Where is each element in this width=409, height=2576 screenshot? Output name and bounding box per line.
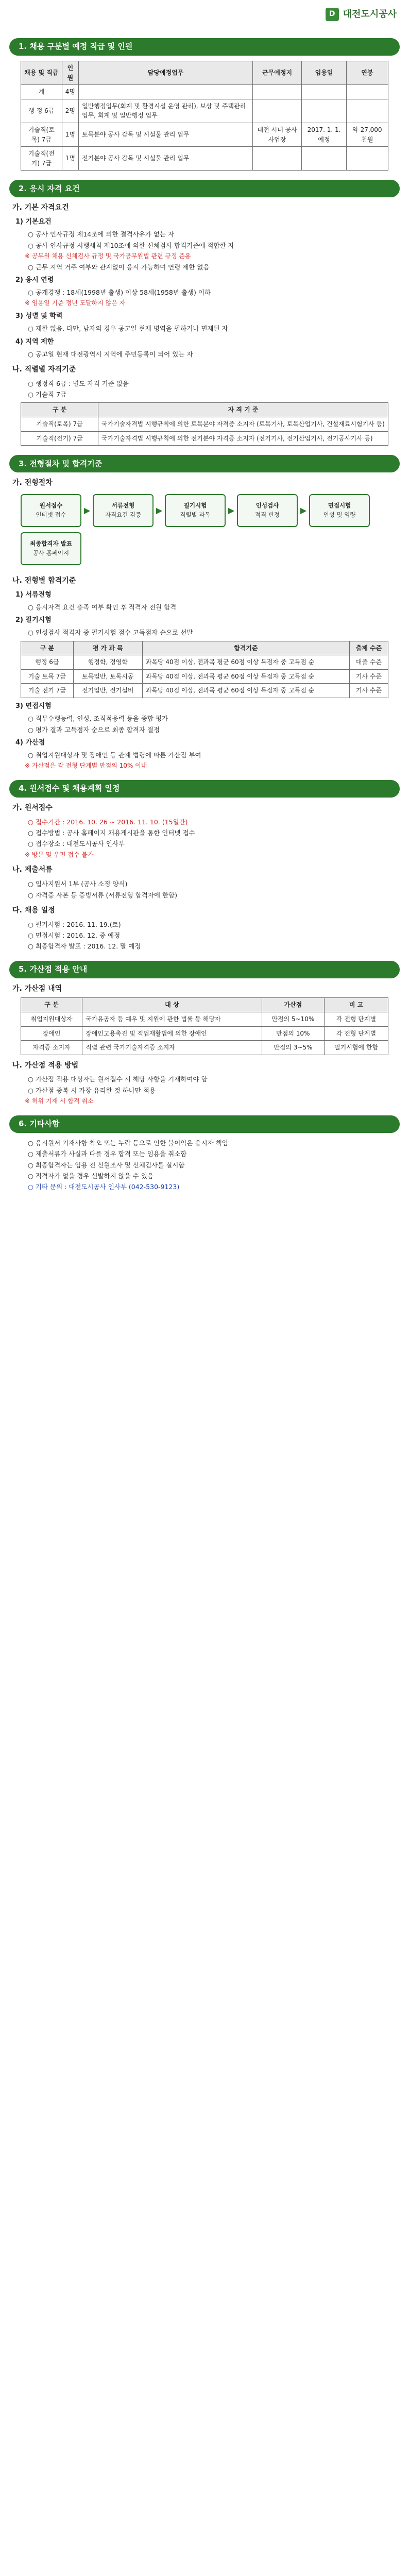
text-line: ○ 입사지원서 1부 (공사 소정 양식): [28, 880, 128, 888]
cell: 약 27,000천원: [346, 123, 388, 146]
table-row: [21, 1012, 388, 1026]
cell: 행 정 6급: [21, 99, 62, 123]
cell: 국가기술자격법 시행규칙에 의한 전기분야 자격증 소지자 (전기기사, 전기산업기사, 전기공사기사 등): [98, 431, 388, 446]
flow-step-sub: 인성 및 역량: [323, 511, 356, 518]
th: 근무예정지: [252, 61, 301, 85]
process-flow: [21, 494, 388, 570]
cell: 과목당 40점 이상, 전과목 평균 60점 이상 득점자 중 고득점 순: [142, 684, 349, 698]
arrow-right-icon: ▶: [228, 505, 235, 515]
text-line: ○ 제출서류가 사실과 다를 경우 합격 또는 임용을 취소함: [28, 1150, 187, 1158]
table-row: [21, 1026, 388, 1041]
th: 담당예정업무: [79, 61, 253, 85]
cell: 필기시험에 한함: [325, 1041, 388, 1055]
cell: [252, 85, 301, 99]
text-line: ○ 취업지원대상자 및 장애인 등 관계 법령에 따른 가산점 부여: [28, 751, 201, 759]
subheading: 2) 필기시험: [15, 616, 52, 624]
cell: 전기분야 공사 감독 및 시설물 관리 업무: [79, 147, 253, 171]
text-line: ○ 근무 지역 거주 여부와 관계없이 응시 가능하며 연령 제한 없음: [28, 263, 210, 271]
bonus-table: [21, 997, 388, 1055]
cell: 과목당 40점 이상, 전과목 평균 60점 이상 득점자 중 고득점 순: [142, 669, 349, 684]
cell: 1명: [62, 123, 78, 146]
cell: [346, 85, 388, 99]
cell: 1명: [62, 147, 78, 171]
table-row: [21, 147, 388, 171]
note-line: ※ 허위 기재 시 합격 취소: [25, 1097, 94, 1105]
subheading: 다. 채용 일정: [12, 906, 55, 914]
cell: 2명: [62, 99, 78, 123]
note-line: ※ 가산점은 각 전형 단계별 만점의 10% 이내: [25, 762, 147, 770]
cell: 각 전형 단계별: [325, 1026, 388, 1041]
table-row: [21, 684, 388, 698]
logo-bar: [0, 0, 409, 29]
text-line: ○ 최종합격자 발표 : 2016. 12. 말 예정: [28, 942, 141, 951]
cell: 만점의 5~10%: [262, 1012, 324, 1026]
th: 구 분: [21, 403, 98, 417]
th: 평 가 과 목: [73, 641, 142, 655]
text-line: ○ 응시자격 요건 충족 여부 확인 후 적격자 전원 합격: [28, 603, 177, 611]
cell: 기술 토목 7급: [21, 669, 74, 684]
th: 채용 및 직급: [21, 61, 62, 85]
cell: [346, 147, 388, 171]
logo-text: 대전도시공사: [343, 9, 397, 20]
cell: 기사 수준: [349, 669, 388, 684]
cell: 전기일반, 전기설비: [73, 684, 142, 698]
recruitment-notice: [0, 0, 409, 1214]
exam-table: [21, 641, 388, 698]
flow-step: [309, 494, 370, 527]
subheading: 나. 가산점 적용 방법: [12, 1061, 79, 1070]
text-line: ○ 자격증 사본 등 증빙서류 (서류전형 합격자에 한함): [28, 891, 177, 899]
flow-step-label: 인성검사: [255, 502, 279, 510]
text-line: ○ 접수기간 : 2016. 10. 26 ~ 2016. 11. 10. (15일간): [28, 818, 188, 826]
text-line: ○ 직무수행능력, 인성, 조직적응력 등을 종합 평가: [28, 715, 168, 723]
th: 구 분: [21, 641, 74, 655]
table-row: [21, 431, 388, 446]
cell: 기술 전기 7급: [21, 684, 74, 698]
positions-table: [21, 61, 388, 171]
text-line: ○ 공개경쟁 : 18세(1998년 출생) 이상 58세(1958년 출생) 이하: [28, 289, 211, 297]
section-5-title: 5. 가산점 적용 안내: [9, 961, 400, 978]
section-2-title: 2. 응시 자격 요건: [9, 180, 400, 197]
flow-step-sub: 자격요건 검증: [105, 511, 142, 518]
text-line: ○ 공사 인사규정 시행세칙 제10조에 의한 신체검사 합격기준에 적합한 자: [28, 241, 234, 249]
section-4-title: 4. 원서접수 및 채용계획 일정: [9, 780, 400, 798]
flow-row: [21, 532, 388, 565]
flow-step: [165, 494, 226, 527]
flow-step: [21, 494, 81, 527]
table-row: [21, 123, 388, 146]
section-6-title: 6. 기타사항: [9, 1115, 400, 1133]
subheading: 3) 면접시험: [15, 702, 52, 710]
cell: 계: [21, 85, 62, 99]
th: 인원: [62, 61, 78, 85]
cell: 각 전형 단계별: [325, 1012, 388, 1026]
text-line: ○ 필기시험 : 2016. 11. 19.(토): [28, 920, 121, 928]
flow-step: [93, 494, 154, 527]
note-line: ※ 임용일 기준 정년 도달하지 않은 자: [25, 299, 126, 307]
cell: [302, 99, 346, 123]
subheading: 나. 제출서류: [12, 866, 53, 874]
flow-row: [21, 494, 388, 527]
cell: 기사 수준: [349, 684, 388, 698]
subheading: 가. 원서접수: [12, 804, 53, 812]
table-row: [21, 1041, 388, 1055]
cell: 기술직(토목) 7급: [21, 417, 98, 432]
table-row: [21, 669, 388, 684]
text-line: ○ 가산점 적용 대상자는 원서접수 시 해당 사항을 기재하여야 함: [28, 1075, 208, 1083]
text-line: ○ 행정직 6급 : 별도 자격 기준 없음: [28, 379, 129, 387]
contact-line: ○ 기타 문의 : 대전도시공사 인사부 (042-530-9123): [28, 1183, 180, 1191]
cell: 기술직(토목) 7급: [21, 123, 62, 146]
th: 가산점: [262, 998, 324, 1012]
flow-step: [237, 494, 298, 527]
table-row: [21, 99, 388, 123]
th: 비 고: [325, 998, 388, 1012]
cell: 장애인: [21, 1026, 82, 1041]
text-line: ○ 응시원서 기재사항 착오 또는 누락 등으로 인한 불이익은 응시자 책임: [28, 1139, 228, 1147]
subheading: 2) 응시 연령: [15, 276, 54, 284]
cell: [302, 147, 346, 171]
flow-step-sub: 인터넷 접수: [36, 511, 66, 518]
text-line: ○ 공고일 현재 대전광역시 지역에 주민등록이 되어 있는 자: [28, 350, 193, 358]
th: 출제 수준: [349, 641, 388, 655]
flow-step-sub: 직렬별 과목: [180, 511, 211, 518]
cell: [252, 99, 301, 123]
subheading: 가. 기본 자격요건: [12, 204, 69, 212]
note-line: ※ 방문 및 우편 접수 불가: [25, 851, 94, 858]
subheading: 1) 서류전형: [15, 590, 52, 599]
th: 대 상: [82, 998, 262, 1012]
subheading: 4) 지역 제한: [15, 337, 54, 346]
text-line: ○ 평가 결과 고득점자 순으로 최종 합격자 결정: [28, 725, 160, 734]
cell: 국가유공자 등 예우 및 지원에 관한 법률 등 해당자: [82, 1012, 262, 1026]
flow-step-label: 서류전형: [111, 502, 135, 510]
cell: 만점의 3~5%: [262, 1041, 324, 1055]
cell: 토목일반, 토목시공: [73, 669, 142, 684]
section-1-title: 1. 채용 구분별 예정 직급 및 인원: [9, 38, 400, 56]
cell: 행정 6급: [21, 655, 74, 670]
cell: 대졸 수준: [349, 655, 388, 670]
note-line: ※ 공무원 채용 신체검사 규정 및 국가공무원법 관련 규정 준용: [25, 252, 191, 260]
text-line: ○ 최종합격자는 임용 전 신원조사 및 신체검사를 실시함: [28, 1161, 185, 1169]
flow-step-label: 면접시험: [328, 502, 351, 510]
cell: [79, 85, 253, 99]
th: 자 격 기 준: [98, 403, 388, 417]
cell: 자격증 소지자: [21, 1041, 82, 1055]
subheading: 나. 직렬별 자격기준: [12, 365, 76, 374]
cell: 2017. 1. 1. 예정: [302, 123, 346, 146]
cell: 기술직(전기) 7급: [21, 431, 98, 446]
cell: [346, 99, 388, 123]
qualification-table: [21, 402, 388, 446]
cell: 기술직(전기) 7급: [21, 147, 62, 171]
table-row: [21, 417, 388, 432]
cell: 취업지원대상자: [21, 1012, 82, 1026]
text-line: ○ 제한 없음. 다만, 남자의 경우 공고일 현재 병역을 필하거나 면제된 자: [28, 325, 228, 333]
cell: 국가기술자격법 시행규칙에 의한 토목분야 자격증 소지자 (토목기사, 토목산업기사, 건설재료시험기사 등): [98, 417, 388, 432]
cell: 장애인고용촉진 및 직업재활법에 의한 장애인: [82, 1026, 262, 1041]
cell: 직렬 관련 국가기술자격증 소지자: [82, 1041, 262, 1055]
cell: 일반행정업무(회계 및 환경시설 운영 관리), 보상 및 주택관리 업무, 회계 및 일반행정 업무: [79, 99, 253, 123]
text-line: ○ 기술직 7급: [28, 391, 67, 399]
logo-icon: D: [326, 8, 339, 21]
flow-step: [21, 532, 81, 565]
cell: 토목분야 공사 감독 및 시설물 관리 업무: [79, 123, 253, 146]
arrow-right-icon: ▶: [83, 505, 91, 515]
arrow-right-icon: ▶: [156, 505, 163, 515]
th: 임용일: [302, 61, 346, 85]
arrow-right-icon: ▶: [300, 505, 307, 515]
subheading: 나. 전형별 합격기준: [12, 576, 76, 585]
cell: 과목당 40점 이상, 전과목 평균 60점 이상 득점자 중 고득점 순: [142, 655, 349, 670]
cell: [302, 85, 346, 99]
text-line: ○ 공사 인사규정 제14조에 의한 결격사유가 없는 자: [28, 230, 175, 239]
th: 연봉: [346, 61, 388, 85]
flow-step-label: 필기시험: [183, 502, 207, 510]
text-line: ○ 접수방법 : 공사 홈페이지 채용게시판을 통한 인터넷 접수: [28, 829, 195, 837]
text-line: ○ 면접시험 : 2016. 12. 중 예정: [28, 931, 121, 939]
flow-step-sub: 적격 판정: [254, 511, 280, 518]
th: 합격기준: [142, 641, 349, 655]
cell: [252, 147, 301, 171]
cell: 만점의 10%: [262, 1026, 324, 1041]
text-line: ○ 가산점 중복 시 가장 유리한 것 하나만 적용: [28, 1086, 156, 1094]
subheading: 3) 성별 및 학력: [15, 312, 63, 320]
cell: 행정학, 경영학: [73, 655, 142, 670]
subheading: 가. 가산점 내역: [12, 984, 62, 993]
text-line: ○ 인성검사 적격자 중 필기시험 점수 고득점자 순으로 선발: [28, 629, 193, 637]
table-row: [21, 655, 388, 670]
cell: 대전 시내 공사 사업장: [252, 123, 301, 146]
flow-step-sub: 공사 홈페이지: [32, 549, 70, 556]
text-line: ○ 적격자가 없을 경우 선발하지 않을 수 있음: [28, 1172, 154, 1180]
subheading: 1) 기본요건: [15, 218, 52, 226]
flow-step-label: 원서접수: [39, 502, 63, 510]
th: 구 분: [21, 998, 82, 1012]
subheading: 4) 가산점: [15, 738, 45, 747]
cell: 4명: [62, 85, 78, 99]
flow-step-label: 최종합격자 발표: [30, 540, 72, 548]
subheading: 가. 전형절차: [12, 479, 53, 487]
text-line: ○ 접수장소 : 대전도시공사 인사부: [28, 840, 125, 848]
section-3-title: 3. 전형절차 및 합격기준: [9, 455, 400, 472]
table-row: [21, 85, 388, 99]
